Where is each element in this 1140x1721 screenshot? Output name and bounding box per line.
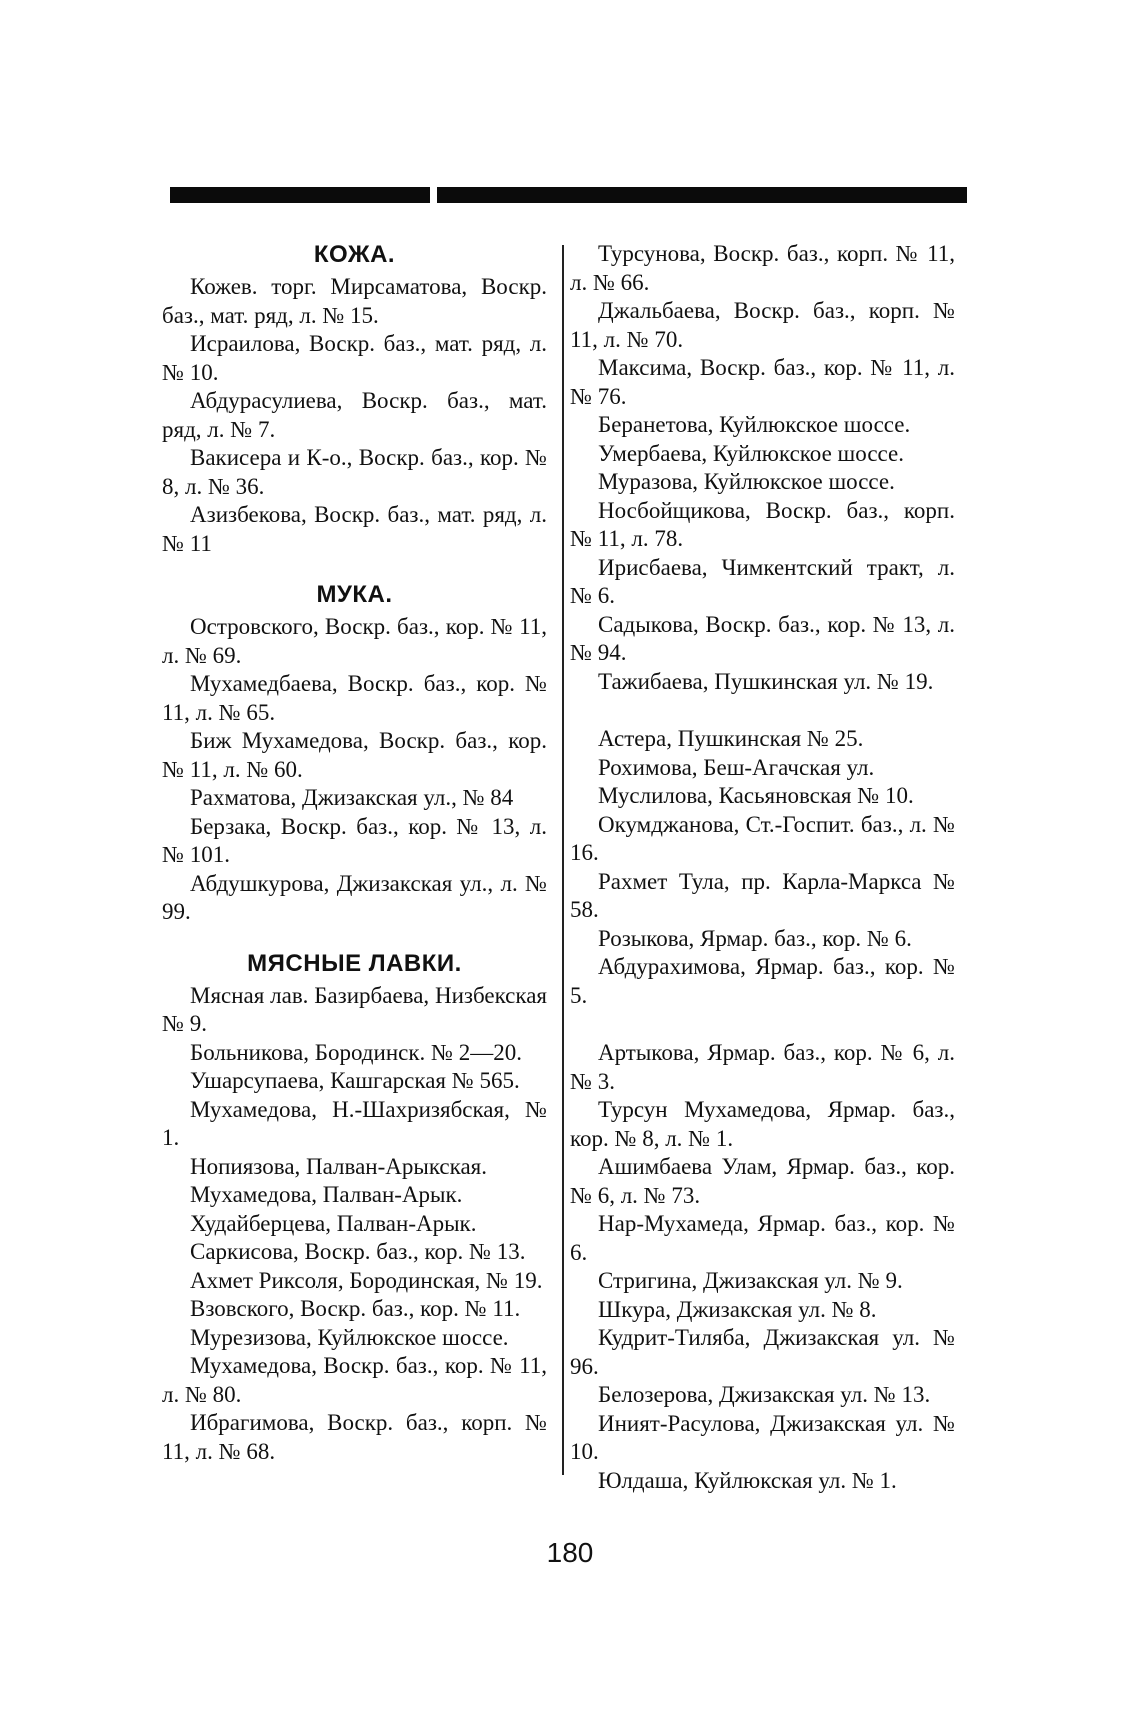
list-item: Исраилова, Воскр. баз., мат. ряд, л. № 10.	[162, 331, 547, 385]
list-item: Островского, Воскр. баз., кор. № 11, л. № 69.	[162, 614, 547, 668]
list-item: Максима, Воскр. баз., кор. № 11, л. № 76.	[570, 355, 955, 409]
list-item: Белозерова, Джизакская ул. № 13.	[598, 1382, 931, 1407]
list-item: Нар-Мухамеда, Ярмар. баз., кор. № 6.	[570, 1211, 955, 1265]
list-item: Ибрагимова, Воскр. баз., корп. № 11, л. № 68.	[162, 1410, 547, 1464]
list-item: Берзака, Воскр. баз., кор. № 13, л. № 101.	[162, 813, 547, 867]
list-item: Садыкова, Воскр. баз., кор. № 13, л. № 94.	[570, 611, 955, 665]
list-item: Стригина, Джизакская ул. № 9.	[598, 1268, 903, 1293]
right-column	[570, 240, 955, 1495]
list-item: Астера, Пушкинская № 25.	[598, 726, 864, 751]
list-item: Азизбекова, Воскр. баз., мат. ряд, л. № 11	[162, 502, 547, 556]
list-item: Беранетова, Куйлюкское шоссе.	[598, 412, 911, 437]
list-item: Турсунова, Воскр. баз., корп. № 11, л. № 66.	[570, 241, 955, 295]
leather-entries	[162, 273, 547, 558]
list-item: Худайберцева, Палван-Арык.	[190, 1210, 477, 1236]
list-item: Нопиязова, Палван-Арыкская.	[190, 1153, 487, 1179]
list-item: Иният-Расулова, Джизакская ул. № 10.	[570, 1410, 955, 1464]
list-item: Мухамедова, Палван-Арык.	[190, 1182, 463, 1207]
list-item: Мясная лав. Базирбаева, Низбекская № 9.	[162, 982, 547, 1036]
list-item: Мухамедова, Н.-Шахризябская, № 1.	[162, 1096, 547, 1150]
list-item: Абдушкурова, Джизакская ул., л. № 99.	[162, 870, 547, 924]
list-item: Артыкова, Ярмар. баз., кор. № 6, л. № 3.	[570, 1040, 955, 1094]
list-item: Кожев. торг. Мирсаматова, Воскр. баз., мат. ряд, л. № 15.	[162, 274, 547, 328]
list-item: Носбойщикова, Воскр. баз., корп. № 11, л. 78.	[570, 497, 955, 551]
list-item: Тажибаева, Пушкинская ул. № 19.	[598, 668, 934, 694]
list-item: Рахмет Тула, пр. Карла-Маркса № 58.	[570, 868, 955, 922]
list-item: Абдурахимова, Ярмар. баз., кор. № 5.	[570, 954, 955, 1008]
top-rule-right	[437, 187, 967, 203]
list-item: Окумджанова, Ст.-Госпит. баз., л. № 16.	[570, 811, 955, 865]
list-item: Ахмет Риксоля, Бородинская, № 19.	[190, 1267, 543, 1293]
page-number: 180	[546, 1537, 594, 1568]
list-item: Джальбаева, Воскр. баз., корп. № 11, л. № 70.	[570, 298, 955, 352]
list-item: Юлдаша, Куйлюкская ул. № 1.	[598, 1467, 897, 1493]
blank-gap	[570, 1010, 955, 1039]
top-rule-left	[170, 187, 430, 203]
list-item: Мухамедбаева, Воскр. баз., кор. № 11, л. № 65.	[162, 671, 547, 725]
list-item: Абдурасулиева, Воскр. баз., мат. ряд, л. № 7.	[162, 388, 547, 442]
section-heading-meat-shops: МЯСНЫЕ ЛАВКИ.	[247, 949, 462, 977]
continued-entries-c	[570, 1039, 955, 1495]
section-heading-leather: КОЖА.	[313, 241, 396, 268]
continued-entries-b	[570, 725, 955, 1010]
list-item: Муслилова, Касьяновская № 10.	[598, 783, 914, 808]
list-item: Рахматова, Джизакская ул., № 84	[190, 785, 514, 810]
left-column	[162, 240, 547, 1466]
list-item: Умербаева, Куйлюкское шоссе.	[598, 440, 904, 466]
list-item: Саркисова, Воскр. баз., кор. № 13.	[190, 1239, 526, 1264]
list-item: Биж Мухамедова, Воскр. баз., кор. № 11, л. № 60.	[162, 728, 547, 782]
list-item: Ирисбаева, Чимкентский тракт, л. № 6.	[570, 554, 955, 608]
list-item: Турсун Мухамедова, Ярмар. баз., кор. № 8, л. № 1.	[570, 1097, 955, 1151]
flour-entries	[162, 613, 547, 927]
list-item: Мурезизова, Куйлюкское шоссе.	[190, 1324, 509, 1350]
list-item: Ушарсупаева, Кашгарская № 565.	[190, 1068, 520, 1093]
list-item: Рохимова, Беш-Агачская ул.	[598, 754, 875, 780]
list-item: Муразова, Куйлюкское шоссе.	[598, 469, 895, 494]
list-item: Розыкова, Ярмар. баз., кор. № 6.	[598, 925, 912, 951]
list-item: Взовского, Воскр. баз., кор. № 11.	[190, 1296, 521, 1321]
list-item: Кудрит-Тиляба, Джизакская ул. № 96.	[570, 1325, 955, 1379]
column-divider	[562, 245, 564, 1475]
list-item: Вакисера и К-о., Воскр. баз., кор. № 8, л. № 36.	[162, 445, 547, 499]
list-item: Шкура, Джизакская ул. № 8.	[598, 1296, 877, 1322]
meat-shop-entries	[162, 982, 547, 1467]
section-heading-flour: МУКА.	[316, 581, 393, 608]
list-item: Ашимбаева Улам, Ярмар. баз., кор. № 6, л. № 73.	[570, 1154, 955, 1208]
blank-gap	[570, 696, 955, 725]
continued-entries-a	[570, 240, 955, 696]
list-item: Больникова, Бородинск. № 2—20.	[190, 1039, 522, 1065]
list-item: Мухамедова, Воскр. баз., кор. № 11, л. № 80.	[162, 1353, 547, 1407]
